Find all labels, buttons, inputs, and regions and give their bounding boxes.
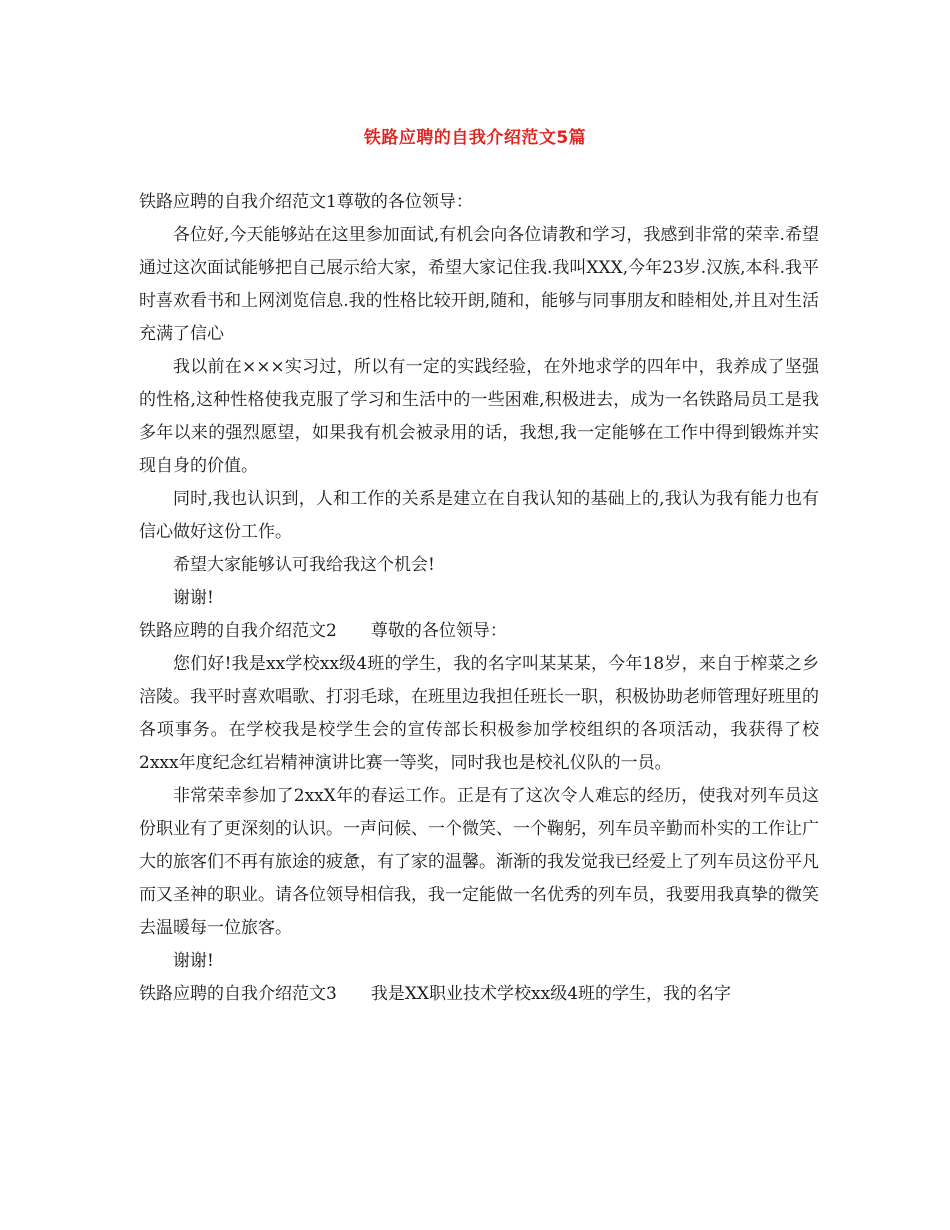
- document-body: [139, 186, 819, 1011]
- section-heading-3: 铁路应聘的自我介绍范文3 我是XX职业技术学校xx级4班的学生，我的名字: [139, 984, 732, 1004]
- paragraph: 同时,我也认识到，人和工作的关系是建立在自我认知的基础上的,我认为我有能力也有信心做好这份工作。: [139, 489, 819, 542]
- section-heading-2: 铁路应聘的自我介绍范文2 尊敬的各位领导：: [139, 621, 507, 641]
- section-heading-1: 铁路应聘的自我介绍范文1尊敬的各位领导：: [139, 192, 473, 212]
- paragraph: 谢谢!: [173, 951, 214, 971]
- paragraph: 您们好!我是xx学校xx级4班的学生，我的名字叫某某某，今年18岁，来自于榨菜之乡涪陵。我平时喜欢唱歌、打羽毛球，在班里边我担任班长一职，积极协助老师管理好班里的各项事务。在学校我是校学生会的宣传部长积极参加学校组织的各项活动，我获得了校2xxx年度纪念红岩精神演讲比赛一等奖，同时我也是校礼仪队的一员。: [139, 654, 819, 773]
- paragraph: 谢谢!: [173, 588, 214, 608]
- paragraph: 我以前在×××实习过，所以有一定的实践经验，在外地求学的四年中，我养成了坚强的性格,这种性格使我克服了学习和生活中的一些困难,积极进去，成为一名铁路局员工是我多年以来的强烈愿望，如果我有机会被录用的话，我想,我一定能够在工作中得到锻炼并实现自身的价值。: [139, 357, 819, 476]
- paragraph: 各位好,今天能够站在这里参加面试,有机会向各位请教和学习，我感到非常的荣幸.希望通过这次面试能够把自己展示给大家，希望大家记住我.我叫XXX,今年23岁.汉族,本科.我平时喜欢看书和上网浏览信息.我的性格比较开朗,随和，能够与同事朋友和睦相处,并且对生活充满了信心: [139, 225, 819, 344]
- paragraph: 非常荣幸参加了2xxX年的春运工作。正是有了这次令人难忘的经历，使我对列车员这份职业有了更深刻的认识。一声问候、一个微笑、一个鞠躬，列车员辛勤而朴实的工作让广大的旅客们不再有旅途的疲惫，有了家的温馨。渐渐的我发觉我已经爱上了列车员这份平凡而又圣神的职业。请各位领导相信我，我一定能做一名优秀的列车员，我要用我真挚的微笑去温暖每一位旅客。: [139, 786, 819, 938]
- paragraph: 希望大家能够认可我给我这个机会!: [173, 555, 435, 575]
- document-title: 铁路应聘的自我介绍范文5篇: [363, 128, 587, 148]
